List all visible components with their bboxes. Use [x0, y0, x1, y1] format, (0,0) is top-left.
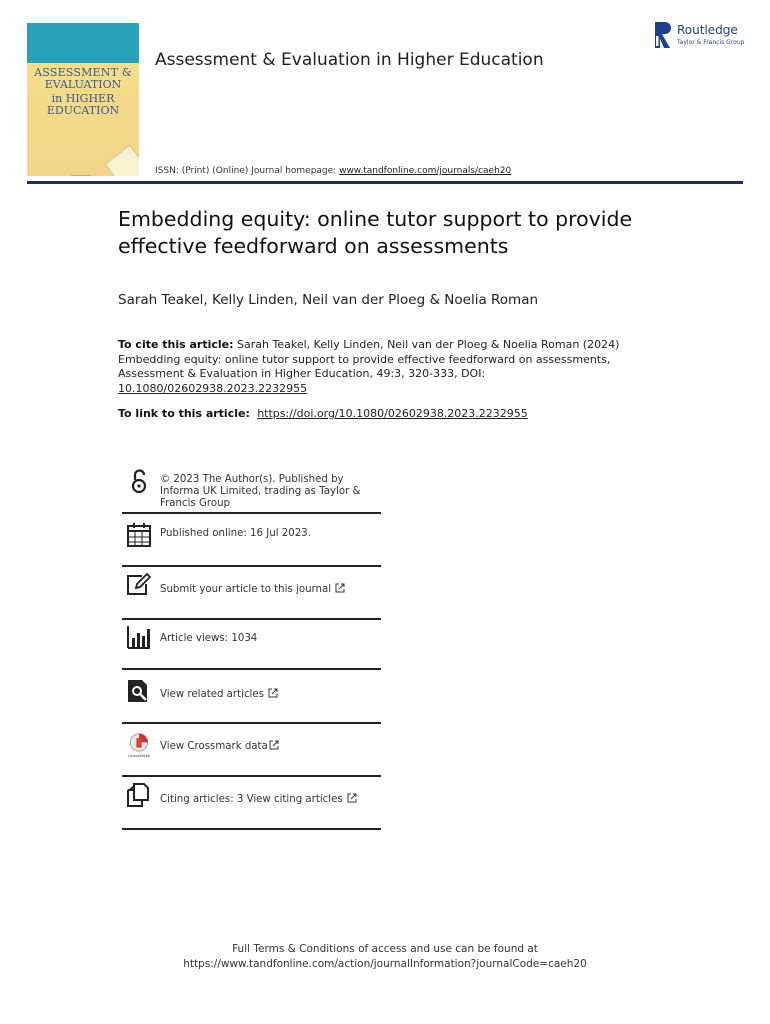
open-access-item [122, 466, 381, 514]
journal-title: Assessment & Evaluation in Higher Education [155, 50, 544, 70]
open-access-text: © 2023 The Author(s). Published by Informa UK Limited, trading as Taylor & Francis Group [160, 474, 361, 509]
related-link[interactable]: View related articles [160, 689, 264, 700]
routledge-logo-icon [655, 22, 671, 48]
article-title: Embedding equity: online tutor support to provide effective feedforward on assessments [118, 207, 633, 258]
views-text: Article views: 1034 [160, 633, 258, 644]
info-divider [122, 828, 381, 830]
external-link-icon [347, 793, 357, 803]
crossmark-icon [126, 732, 152, 758]
citing-articles-icon [126, 782, 152, 808]
cite-doi-link[interactable]: 10.1080/02602938.2023.2232955 [118, 381, 308, 395]
external-link-icon [268, 688, 278, 698]
footer [0, 942, 770, 972]
related-item[interactable] [122, 670, 381, 724]
crossmark-item[interactable] [122, 724, 381, 776]
publisher-name: Routledge [677, 23, 738, 37]
link-label: To link to this article: [118, 407, 254, 420]
submit-link[interactable]: Submit your article to this journal [160, 584, 332, 595]
citation-block [118, 338, 638, 396]
published-item [122, 514, 381, 566]
crossmark-text[interactable] [160, 740, 385, 753]
crossmark-logo-text: CrossMark [128, 753, 150, 758]
cover-title-line-4: EDUCATION [46, 104, 120, 117]
open-access-icon [126, 468, 152, 494]
article-authors: Sarah Teakel, Kelly Linden, Neil van der Ploeg & Noelia Roman [118, 292, 539, 308]
bar-chart-icon [126, 624, 152, 650]
cite-text: Sarah Teakel, Kelly Linden, Neil van der Ploeg & Noelia Roman (2024) Embedding equity: online tutor support to provide effective feedforward on assessments, Assessment & Evaluation in Higher Education, 49:3, 320-333, DOI: [118, 338, 620, 380]
citing-link[interactable]: Citing articles: 3 View citing articles [160, 794, 343, 805]
edit-icon [126, 572, 152, 598]
journal-cover [27, 23, 139, 176]
citing-text[interactable] [160, 793, 385, 806]
cover-title-line-1: ASSESSMENT & [34, 66, 132, 79]
related-text[interactable] [160, 688, 385, 701]
published-text: Published online: 16 Jul 2023. [160, 528, 311, 539]
submit-text[interactable] [160, 583, 385, 596]
cover-title-line-2: EVALUATION [44, 78, 122, 91]
footer-terms-url[interactable]: https://www.tandfonline.com/action/journalInformation?journalCode=caeh20 [183, 958, 587, 970]
calendar-icon [126, 522, 152, 548]
citing-item[interactable] [122, 776, 381, 830]
views-item [122, 620, 381, 668]
external-link-icon [335, 583, 345, 593]
issn-text: ISSN: (Print) (Online) Journal homepage: [155, 166, 340, 176]
publisher-tagline: Taylor & Francis Group [677, 39, 745, 46]
cover-publisher-mark [71, 175, 91, 176]
external-link-icon [269, 740, 279, 750]
cover-title-line-3: in HIGHER [51, 92, 115, 105]
submit-item[interactable] [122, 566, 381, 620]
issn-line [155, 166, 511, 176]
article-link-block [118, 407, 528, 420]
search-document-icon [126, 678, 152, 704]
publisher-logo [655, 20, 755, 50]
cover-sticker [105, 145, 139, 176]
article-doi-link[interactable]: https://doi.org/10.1080/02602938.2023.2232955 [257, 407, 528, 420]
footer-terms-text: Full Terms & Conditions of access and use can be found at [232, 943, 538, 955]
header-rule [27, 181, 743, 184]
journal-homepage-link[interactable]: www.tandfonline.com/journals/caeh20 [339, 166, 512, 176]
crossmark-link[interactable]: View Crossmark data [160, 741, 268, 752]
cite-label: To cite this article: [118, 338, 234, 351]
